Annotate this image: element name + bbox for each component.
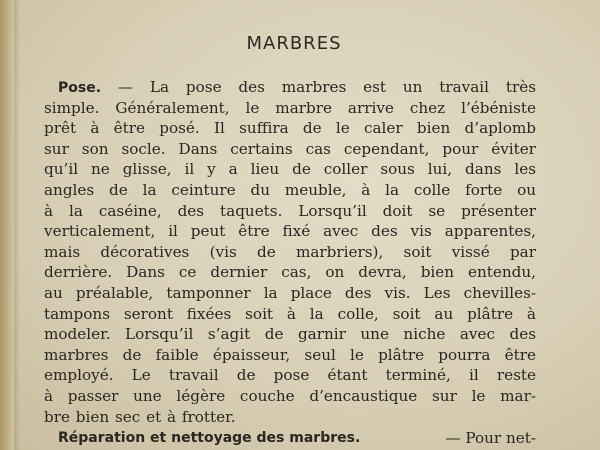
paragraph-reparation bbox=[58, 428, 536, 449]
page-gutter-shadow bbox=[14, 0, 20, 450]
paragraph-lead-pose: Pose. bbox=[58, 80, 102, 96]
paragraph-line: sur son socle. Dans certains cas cependant, pour éviter bbox=[44, 139, 536, 158]
paragraph-line: simple. Généralement, le marbre arrive chez l’ébéniste bbox=[44, 98, 536, 117]
paragraph-line: à passer une légère couche d’encaustique sur le mar- bbox=[44, 386, 536, 405]
paragraph-pose bbox=[44, 77, 536, 427]
paragraph-line: modeler. Lorsqu’il s’agit de garnir une niche avec des bbox=[44, 325, 536, 344]
paragraph-line: marbres de faible épaisseur, seul le plâtre pourra être bbox=[44, 345, 536, 364]
paragraph-line: employé. Le travail de pose étant terminé, il reste bbox=[44, 366, 536, 385]
paragraph-line: qu’il ne glisse, il y a lieu de coller sous lui, dans les bbox=[44, 160, 536, 179]
paragraph-lead-reparation: Réparation et nettoyage des marbres. bbox=[58, 430, 361, 446]
book-page-edge bbox=[0, 0, 14, 450]
paragraph-line: au préalable, tamponner la place des vis. Les chevilles- bbox=[44, 283, 536, 302]
paragraph-line: verticalement, il peut être fixé avec des vis apparentes, bbox=[44, 222, 536, 241]
paragraph-line: tampons seront fixées soit à la colle, soit au plâtre à bbox=[44, 304, 536, 323]
paragraph-line bbox=[44, 77, 536, 98]
line-text: — La pose des marbres est un travail très bbox=[117, 78, 536, 96]
paragraph-line: mais décoratives (vis de marbriers), soit vissé par bbox=[44, 242, 536, 261]
line-text: — Pour net- bbox=[445, 429, 536, 447]
page-title bbox=[0, 33, 600, 54]
paragraph-line: derrière. Dans ce dernier cas, on devra, bien entendu, bbox=[44, 263, 536, 282]
page-title-text: MARBRES bbox=[246, 33, 342, 54]
paragraph-line: angles de la ceinture du meuble, à la colle forte ou bbox=[44, 180, 536, 199]
paragraph-line: prêt à être posé. Il suffira de le caler bien d’aplomb bbox=[44, 119, 536, 138]
paragraph-line: bre bien sec et à frotter. bbox=[44, 407, 236, 426]
paragraph-line: à la caséine, des taquets. Lorsqu’il doit se présenter bbox=[44, 201, 536, 220]
